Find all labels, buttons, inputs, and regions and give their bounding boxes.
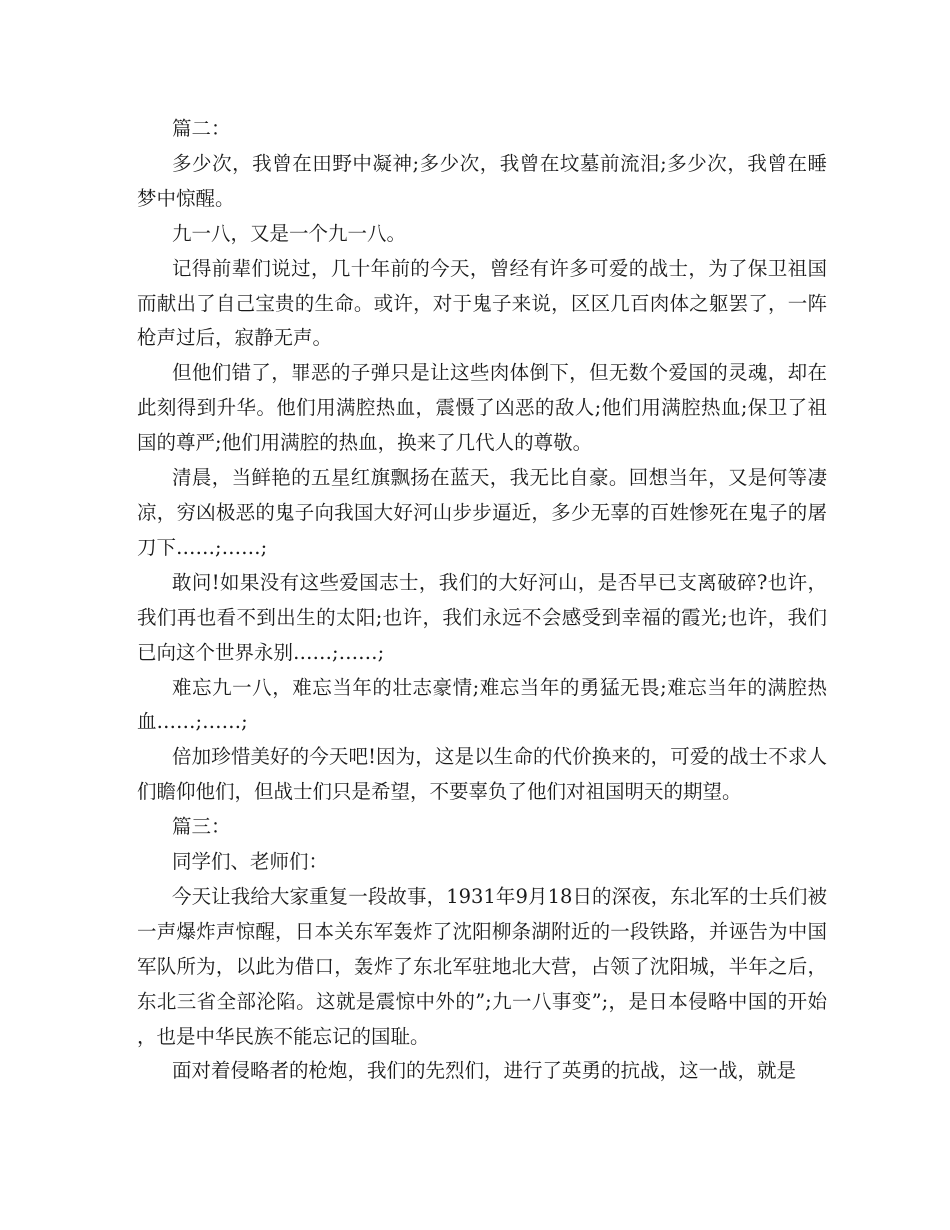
- paragraph: 记得前辈们说过，几十年前的今天，曾经有许多可爱的战士，为了保卫祖国而献出了自己宝贵的生命。或许，对于鬼子来说，区区几百肉体之躯罢了，一阵枪声过后，寂静无声。: [137, 256, 827, 350]
- paragraph: 今天让我给大家重复一段故事，1931年9月18日的深夜，东北军的士兵们被一声爆炸声惊醒，日本关东军轰炸了沈阳柳条湖附近的一段铁路，并诬告为中国军队所为，以此为借口，轰炸了东北军驻地北大营，占领了沈阳城，半年之后，东北三省全部沦陷。这就是震惊中外的”;九一八事变”;，是日本侵略中国的开始，也是中华民族不能忘记的国耻。: [137, 884, 827, 1048]
- paragraph: 多少次，我曾在田野中凝神;多少次，我曾在坟墓前流泪;多少次，我曾在睡梦中惊醒。: [137, 151, 827, 210]
- section-heading-part-three: 篇三：: [172, 815, 231, 839]
- section-heading-part-two: 篇二：: [172, 117, 231, 140]
- paragraph: 敢问!如果没有这些爱国志士，我们的大好河山，是否早已支离破碎?也许，我们再也看不到出生的太阳;也许，我们永远不会感受到幸福的霞光;也许，我们已向这个世界永别……;……;: [137, 570, 827, 664]
- salutation: 同学们、老师们：: [172, 850, 329, 874]
- paragraph: 清晨，当鲜艳的五星红旗飘扬在蓝天，我无比自豪。回想当年，又是何等凄凉，穷凶极恶的鬼子向我国大好河山步步逼近，多少无辜的百姓惨死在鬼子的屠刀下……;……;: [137, 466, 827, 559]
- paragraph: 难忘九一八，难忘当年的壮志豪情;难忘当年的勇猛无畏;难忘当年的满腔热血……;……;: [137, 675, 827, 734]
- document-body: [137, 112, 827, 1089]
- paragraph: 倍加珍惜美好的今天吧!因为，这是以生命的代价换来的，可爱的战士不求人们瞻仰他们，但战士们只是希望，不要辜负了他们对祖国明天的期望。: [137, 745, 827, 804]
- paragraph: 但他们错了，罪恶的子弹只是让这些肉体倒下，但无数个爱国的灵魂，却在此刻得到升华。他们用满腔热血，震慑了凶恶的敌人;他们用满腔热血;保卫了祖国的尊严;他们用满腔的热血，换来了几代人的尊敬。: [137, 361, 827, 455]
- paragraph: 九一八，又是一个九一八。: [172, 221, 407, 245]
- paragraph: 面对着侵略者的枪炮，我们的先烈们，进行了英勇的抗战，这一战，就是: [172, 1059, 797, 1083]
